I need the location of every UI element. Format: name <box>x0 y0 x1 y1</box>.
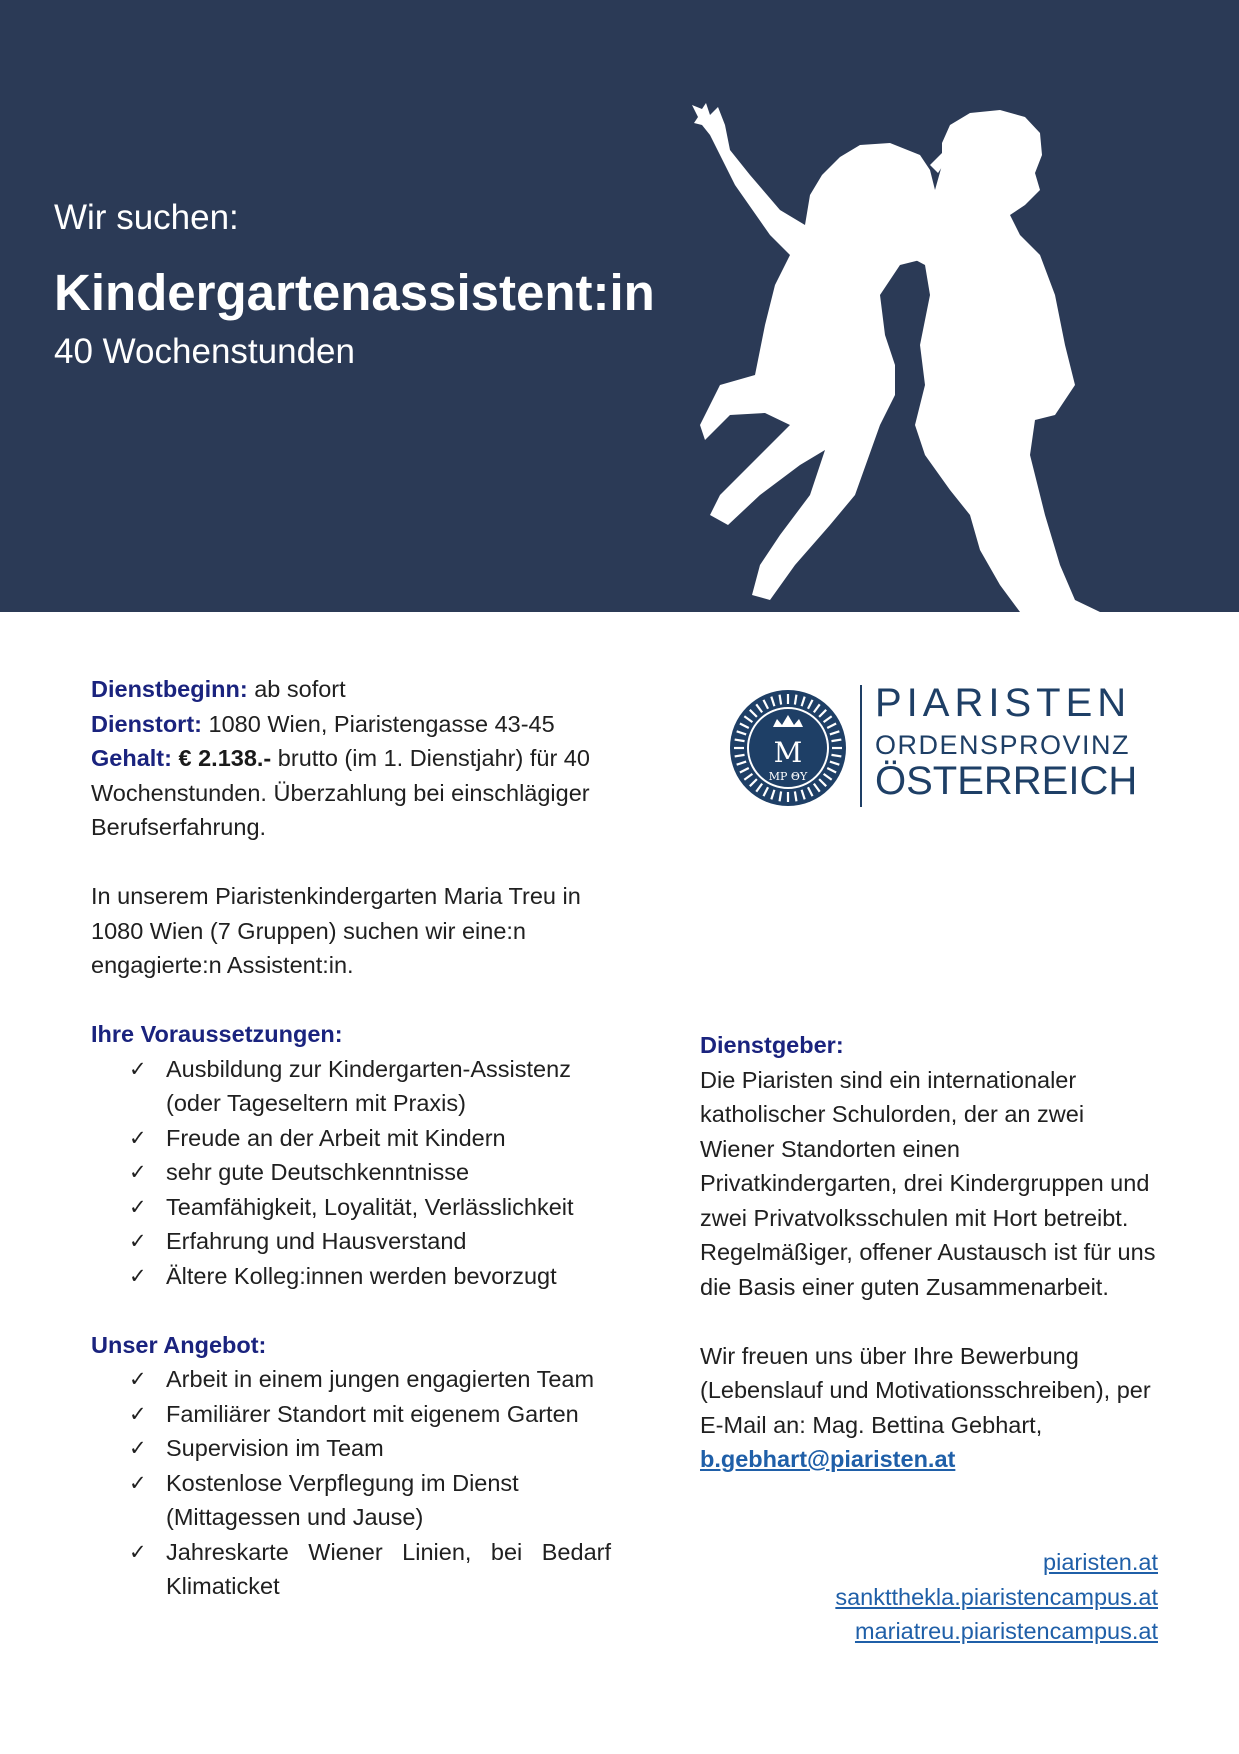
requirements-list <box>91 1052 611 1294</box>
logo-line-3: ÖSTERREICH <box>875 759 1138 803</box>
application-text: Wir freuen uns über Ihre Bewerbung (Lebenslauf und Motivationsschreiben), per E-Mail an: Mag. Bettina Gebhart, b.gebhart@piaristen.at <box>700 1342 1151 1472</box>
list-item: ✓ Jahreskarte Wiener Linien, bei Bedarf Klimaticket <box>91 1535 611 1604</box>
check-icon: ✓ <box>129 1056 147 1081</box>
list-item: ✓ Ausbildung zur Kindergarten-Assistenz (oder Tageseltern mit Praxis) <box>91 1052 611 1121</box>
list-item: ✓ Teamfähigkeit, Loyalität, Verlässlichkeit <box>91 1190 611 1225</box>
location-label: Dienstort: <box>91 710 202 737</box>
offer-title: Unser Angebot: <box>91 1331 267 1358</box>
start-label: Dienstbeginn: <box>91 676 248 702</box>
intro-text: In unserem Piaristenkindergarten Maria Treu in 1080 Wien (7 Gruppen) suchen wir eine:n engagierte:n Assistent:in. <box>91 883 581 978</box>
location-value: 1080 Wien, Piaristengasse 43-45 <box>208 710 555 737</box>
logo-divider <box>860 685 862 807</box>
check-icon: ✓ <box>129 1436 147 1460</box>
start-line <box>91 672 611 707</box>
right-column <box>700 1028 1160 1477</box>
job-title: Kindergartenassistent:in <box>54 264 655 321</box>
logo-line-1: PIARISTEN <box>875 681 1132 725</box>
hero-subtitle: 40 Wochenstunden <box>54 332 355 371</box>
check-icon: ✓ <box>129 1539 147 1564</box>
requirements-title: Ihre Voraussetzungen: <box>91 1021 343 1047</box>
seal-icon <box>727 687 849 809</box>
start-value: ab sofort <box>254 676 346 702</box>
salary-amount: € 2.138.- <box>178 745 272 771</box>
website-links <box>835 1545 1158 1649</box>
check-icon: ✓ <box>129 1229 147 1253</box>
check-icon: ✓ <box>129 1470 147 1495</box>
svg-text:MP ΘΥ: MP ΘΥ <box>768 770 808 783</box>
check-icon: ✓ <box>129 1194 147 1219</box>
check-icon: ✓ <box>129 1263 147 1288</box>
email-link[interactable]: b.gebhart@piaristen.at <box>700 1446 956 1472</box>
left-column <box>91 672 611 1604</box>
svg-text:M: M <box>773 736 803 769</box>
list-item: ✓ Familiärer Standort mit eigenem Garten <box>91 1397 611 1432</box>
employer-text: Die Piaristen sind ein internationaler katholischer Schulorden, der an zwei Wiener Standorten einen Privatkindergarten, drei Kindergruppen und zwei Privatvolksschulen mit Hort betreibt. Regelmäßiger, offener Austausch ist für uns die Basis einer guten Zusammenarbeit. <box>700 1066 1156 1300</box>
list-item: ✓ Freude an der Arbeit mit Kindern <box>91 1121 611 1156</box>
offer-list <box>91 1362 611 1604</box>
check-icon: ✓ <box>129 1401 147 1426</box>
list-item: ✓ Erfahrung und Hausverstand <box>91 1224 611 1259</box>
salary-label: Gehalt: <box>91 745 172 771</box>
hero-banner <box>0 0 1239 612</box>
logo-line-2: ORDENSPROVINZ <box>875 730 1131 760</box>
hero-kicker: Wir suchen: <box>54 198 239 237</box>
location-line <box>91 707 611 742</box>
list-item: ✓ Ältere Kolleg:innen werden bevorzugt <box>91 1259 611 1294</box>
link-piaristen[interactable]: piaristen.at <box>1043 1549 1158 1575</box>
check-icon: ✓ <box>129 1125 147 1150</box>
salary-line <box>91 741 611 845</box>
children-silhouette-icon <box>680 95 1170 612</box>
list-item: ✓ Arbeit in einem jungen engagierten Team <box>91 1362 611 1397</box>
piaristen-logo <box>727 681 1138 807</box>
list-item: ✓ Kostenlose Verpflegung im Dienst (Mittagessen und Jause) <box>91 1466 611 1535</box>
list-item: ✓ sehr gute Deutschkenntnisse <box>91 1155 611 1190</box>
check-icon: ✓ <box>129 1367 147 1391</box>
employer-title: Dienstgeber: <box>700 1032 844 1058</box>
list-item: ✓ Supervision im Team <box>91 1431 611 1466</box>
check-icon: ✓ <box>129 1160 147 1184</box>
salary-description: brutto (im 1. Dienstjahr) für 40 Wochenstunden. Überzahlung bei einschlägiger Berufserfahrung. <box>91 745 590 840</box>
link-mariatreu[interactable]: mariatreu.piaristencampus.at <box>854 1618 1158 1644</box>
link-sanktthekla[interactable]: sanktthekla.piaristencampus.at <box>835 1583 1158 1610</box>
